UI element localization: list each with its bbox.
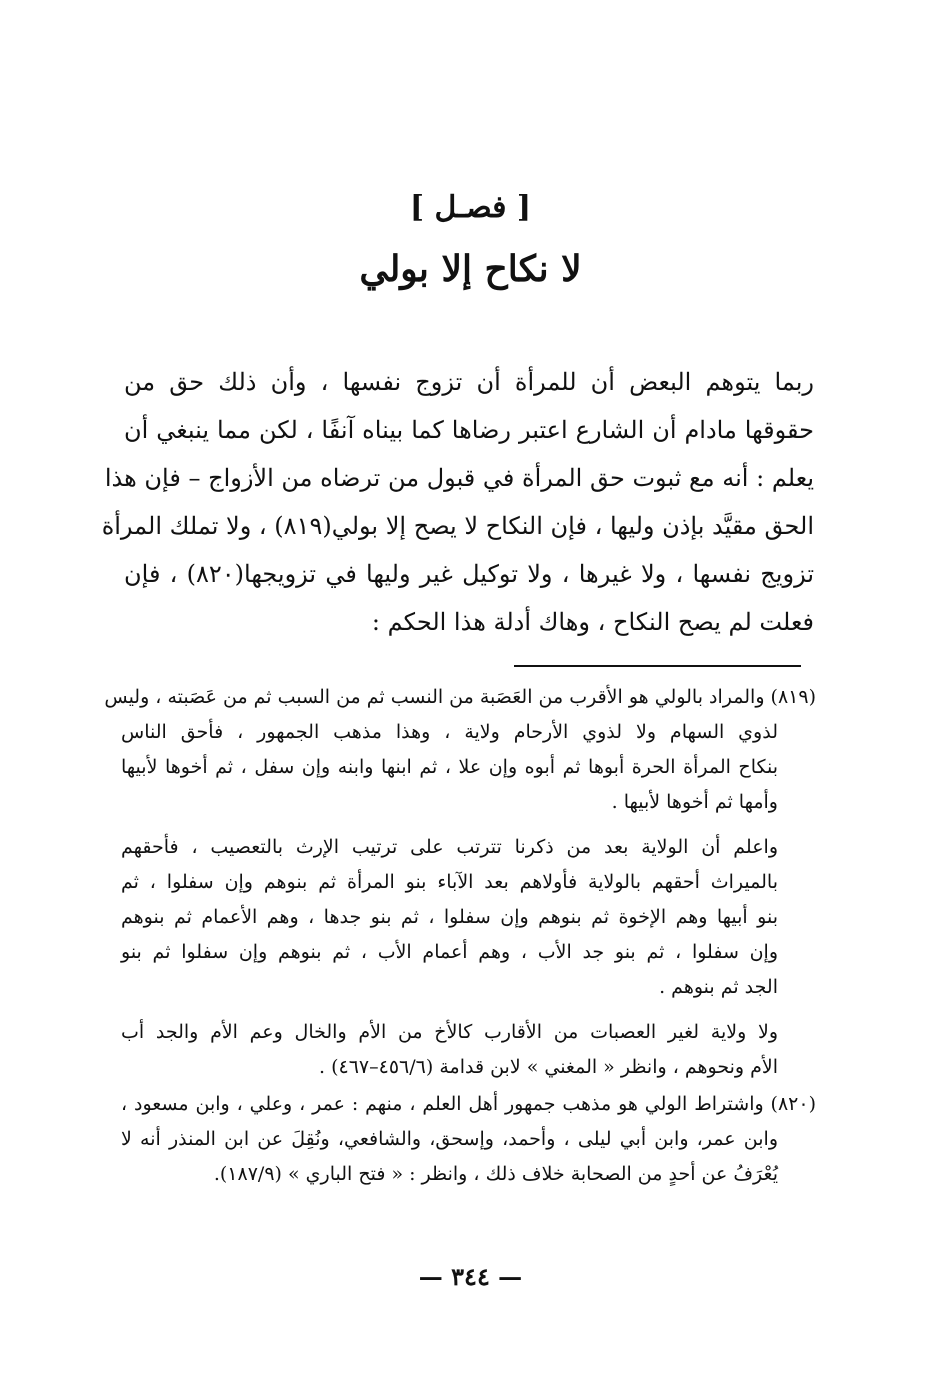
body-line: يعلم : أنه مع ثبوت حق المرأة في قبول من ترضاه من الأزواج – فإن هذا — [104, 464, 814, 492]
footnote-line: الجد ثم بنوهم . — [659, 976, 778, 998]
footnote-line: (٨١٩) والمراد بالولي هو الأقرب من العَصَبة من النسب ثم من السبب ثم من عَصَبته ، وليس — [104, 686, 816, 708]
body-line: تزويج نفسها ، ولا غيرها ، ولا توكيل غير وليها في تزويجها(٨٢٠) ، فإن — [124, 560, 814, 588]
body-line: الحق مقيَّد بإذن وليها ، فإن النكاح لا يصح إلا بولي(٨١٩) ، ولا تملك المرأة — [101, 512, 814, 540]
footnote-separator — [514, 665, 801, 667]
section-label: [ فصـل ] — [409, 190, 532, 225]
footnote-line: (٨٢٠) واشتراط الولي هو مذهب جمهور أهل العلم ، منهم : عمر ، وعلي ، وابن مسعود ، — [121, 1093, 816, 1115]
footnote-819 — [104, 680, 816, 1085]
body-paragraph — [101, 358, 815, 646]
body-line: ربما يتوهم البعض أن للمرأة أن تزوج نفسها ، وأن ذلك حق من — [124, 368, 814, 396]
body-line: فعلت لم يصح النكاح ، وهاك أدلة هذا الحكم : — [371, 608, 814, 636]
footnote-line: واعلم أن الولاية بعد من ذكرنا تترتب على ترتيب الإرث بالتعصيب ، فأحقهم — [121, 836, 778, 858]
footnote-line: ولا ولاية لغير العصبات من الأقارب كالأخ من الأم والخال وعم الأم والجد أب — [121, 1021, 778, 1043]
footnote-820 — [121, 1087, 816, 1192]
footnote-line: بنكاح المرأة الحرة أبوها ثم أبوه وإن علا ، ثم ابنها وابنه وإن سفل ، ثم أخوها لأبيها — [121, 756, 778, 778]
page-number: — ٣٤٤ — — [418, 1262, 523, 1291]
footnote-line: بالميراث أحقهم بالولاية فأولاهم بعد الآباء بنو المرأة ثم بنوهم وإن سفلوا ، ثم — [121, 871, 778, 893]
body-line: حقوقها مادام أن الشارع اعتبر رضاها كما بيناه آنفًا ، لكن مما ينبغي أن — [124, 416, 815, 444]
footnote-line: وابن عمر، وابن أبي ليلى ، وأحمد، وإسحق، والشافعي، ونُقِلَ عن ابن المنذر أنه لا — [121, 1128, 778, 1150]
footnote-line: وإن سفلوا ، ثم بنو جد الأب ، وهم أعمام الأب ، ثم بنوهم وإن سفلوا ثم بنو — [121, 941, 778, 963]
footnote-line: يُعْرَفُ عن أحدٍ من الصحابة خلاف ذلك ، وانظر : « فتح الباري » (١٨٧/٩). — [213, 1163, 778, 1185]
footnote-line: بنو أبيها وهم الإخوة ثم بنوهم وإن سفلوا ، ثم بنو جدها ، وهم الأعمام ثم بنوهم — [121, 906, 778, 928]
footnote-line: الأم ونحوهم ، وانظر « المغني » لابن قدامة (٤٥٦/٦–٤٦٧) . — [319, 1056, 778, 1078]
footnote-line: لذوي السهام ولا لذوي الأرحام ولاية ، وهذا مذهب الجمهور ، فأحق الناس — [121, 721, 778, 743]
chapter-title: لا نكاح إلا بولي — [359, 248, 582, 290]
footnotes — [104, 680, 816, 1192]
footnote-line: وأمها ثم أخوها لأبيها . — [611, 791, 778, 813]
